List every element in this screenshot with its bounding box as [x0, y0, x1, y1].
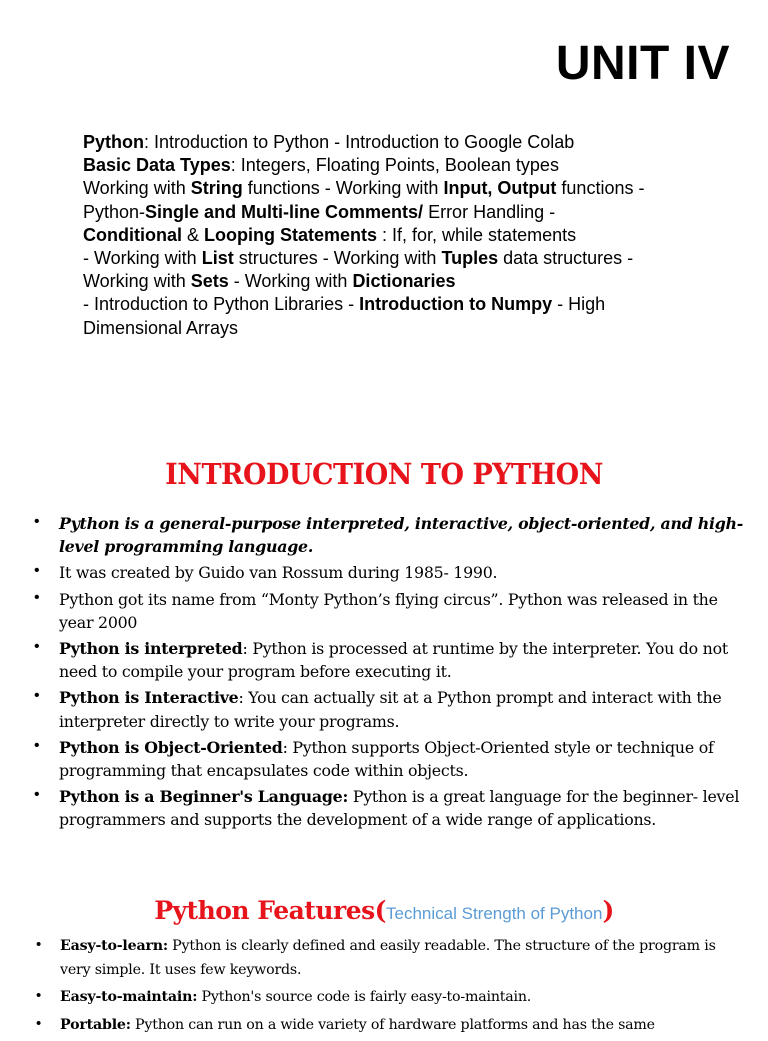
bullet-bold: Python is Interactive: [59, 688, 239, 708]
syllabus-line: [83, 270, 723, 293]
syllabus-text: data structures -: [498, 248, 634, 269]
bullet-bold-italic: Python is a general-purpose interpreted, interactive, object-oriented, and high-level programming language.: [59, 514, 744, 557]
syllabus-line: [83, 177, 723, 200]
syllabus-text: Working with: [83, 271, 191, 292]
feature-item: [36, 986, 748, 1010]
bullet-item: [34, 686, 746, 732]
features-heading: [0, 896, 768, 925]
syllabus-line: [83, 154, 723, 177]
syllabus-text: - Introduction to Python Libraries -: [83, 294, 360, 315]
syllabus-bold: Input, Output: [443, 178, 557, 199]
syllabus-text: - High: [552, 294, 606, 315]
features-subheading: Technical Strength of Python: [386, 904, 603, 923]
syllabus-bold: Sets: [190, 271, 229, 292]
syllabus-text: : Introduction to Python - Introduction to Google Colab: [144, 132, 575, 152]
syllabus-bold: Looping Statements: [204, 224, 378, 245]
bullet-text: Python got its name from “Monty Python’s flying circus”. Python was released in the year 2000: [59, 589, 718, 632]
bullet-item: [34, 736, 746, 782]
bullet-item: [34, 588, 746, 634]
syllabus-text: structures - Working with: [233, 248, 442, 269]
bullet-text: : You can actually sit at a Python prompt and interact with the interpreter directly to write your programs.: [59, 688, 722, 731]
bullet-bold: Python is a Beginner's Language:: [59, 787, 349, 807]
syllabus-block: [83, 131, 723, 340]
syllabus-bold: Conditional: [83, 224, 182, 245]
syllabus-text: functions -: [556, 178, 645, 199]
syllabus-bold: Python: [83, 132, 144, 152]
syllabus-text: - Working with: [228, 271, 353, 292]
syllabus-text: - Working with: [83, 248, 202, 269]
bullet-bold: Python is Object-Oriented: [59, 737, 283, 757]
features-paren-open: (: [374, 896, 387, 925]
bullet-item: [34, 512, 746, 558]
syllabus-line: [83, 224, 723, 247]
syllabus-line: [83, 293, 723, 316]
syllabus-bold: Introduction to Numpy: [359, 294, 553, 315]
bullet-item: [34, 637, 746, 683]
intro-heading: INTRODUCTION TO PYTHON: [165, 457, 603, 491]
syllabus-bold: List: [201, 248, 234, 269]
intro-bullet-list: [34, 512, 746, 835]
feature-item: [36, 1014, 748, 1038]
syllabus-text: : If, for, while statements: [377, 224, 577, 245]
bullet-text: It was created by Guido van Rossum during 1985- 1990.: [59, 563, 498, 583]
syllabus-text: Dimensional Arrays: [83, 317, 239, 338]
feature-bold: Easy-to-maintain:: [60, 989, 198, 1005]
bullet-text: : Python supports Object-Oriented style or technique of programming that encapsulates code within objects.: [59, 737, 714, 781]
syllabus-line: [83, 201, 723, 224]
syllabus-line: [83, 131, 723, 154]
feature-text: Python can run on a wide variety of hardware platforms and has the same: [130, 1016, 655, 1033]
syllabus-bold: Single and Multi-line Comments/: [145, 201, 424, 222]
bullet-text: Python is a great language for the beginner- level programmers and supports the development of a wide range of applications.: [59, 787, 740, 830]
unit-title: UNIT IV: [555, 37, 730, 90]
features-bullet-list: [36, 935, 748, 1041]
syllabus-line: [83, 317, 723, 340]
syllabus-line: [83, 247, 723, 270]
syllabus-text: functions - Working with: [242, 178, 444, 199]
syllabus-bold: Tuples: [441, 248, 499, 269]
bullet-text: : Python is processed at runtime by the interpreter. You do not need to compile your program before executing it.: [59, 639, 728, 682]
syllabus-text: Error Handling -: [423, 201, 556, 222]
syllabus-text: Python-: [83, 201, 146, 222]
syllabus-bold: Dictionaries: [352, 271, 456, 292]
feature-bold: Easy-to-learn:: [60, 938, 168, 954]
feature-text: Python is clearly defined and easily readable. The structure of the program is very simple. It uses few keywords.: [60, 938, 716, 978]
feature-item: [36, 935, 748, 982]
syllabus-bold: String: [190, 178, 243, 199]
features-paren-close: ): [602, 896, 614, 925]
features-heading-text: Python Features: [154, 896, 375, 925]
syllabus-bold: Basic Data Types: [83, 155, 231, 176]
syllabus-text: Working with: [83, 178, 191, 199]
bullet-bold: Python is interpreted: [59, 639, 243, 659]
syllabus-text: &: [181, 224, 204, 245]
bullet-item: [34, 561, 746, 584]
feature-bold: Portable:: [60, 1016, 131, 1033]
syllabus-text: : Integers, Floating Points, Boolean types: [230, 155, 559, 176]
bullet-item: [34, 785, 746, 831]
feature-text: Python's source code is fairly easy-to-maintain.: [197, 989, 532, 1005]
